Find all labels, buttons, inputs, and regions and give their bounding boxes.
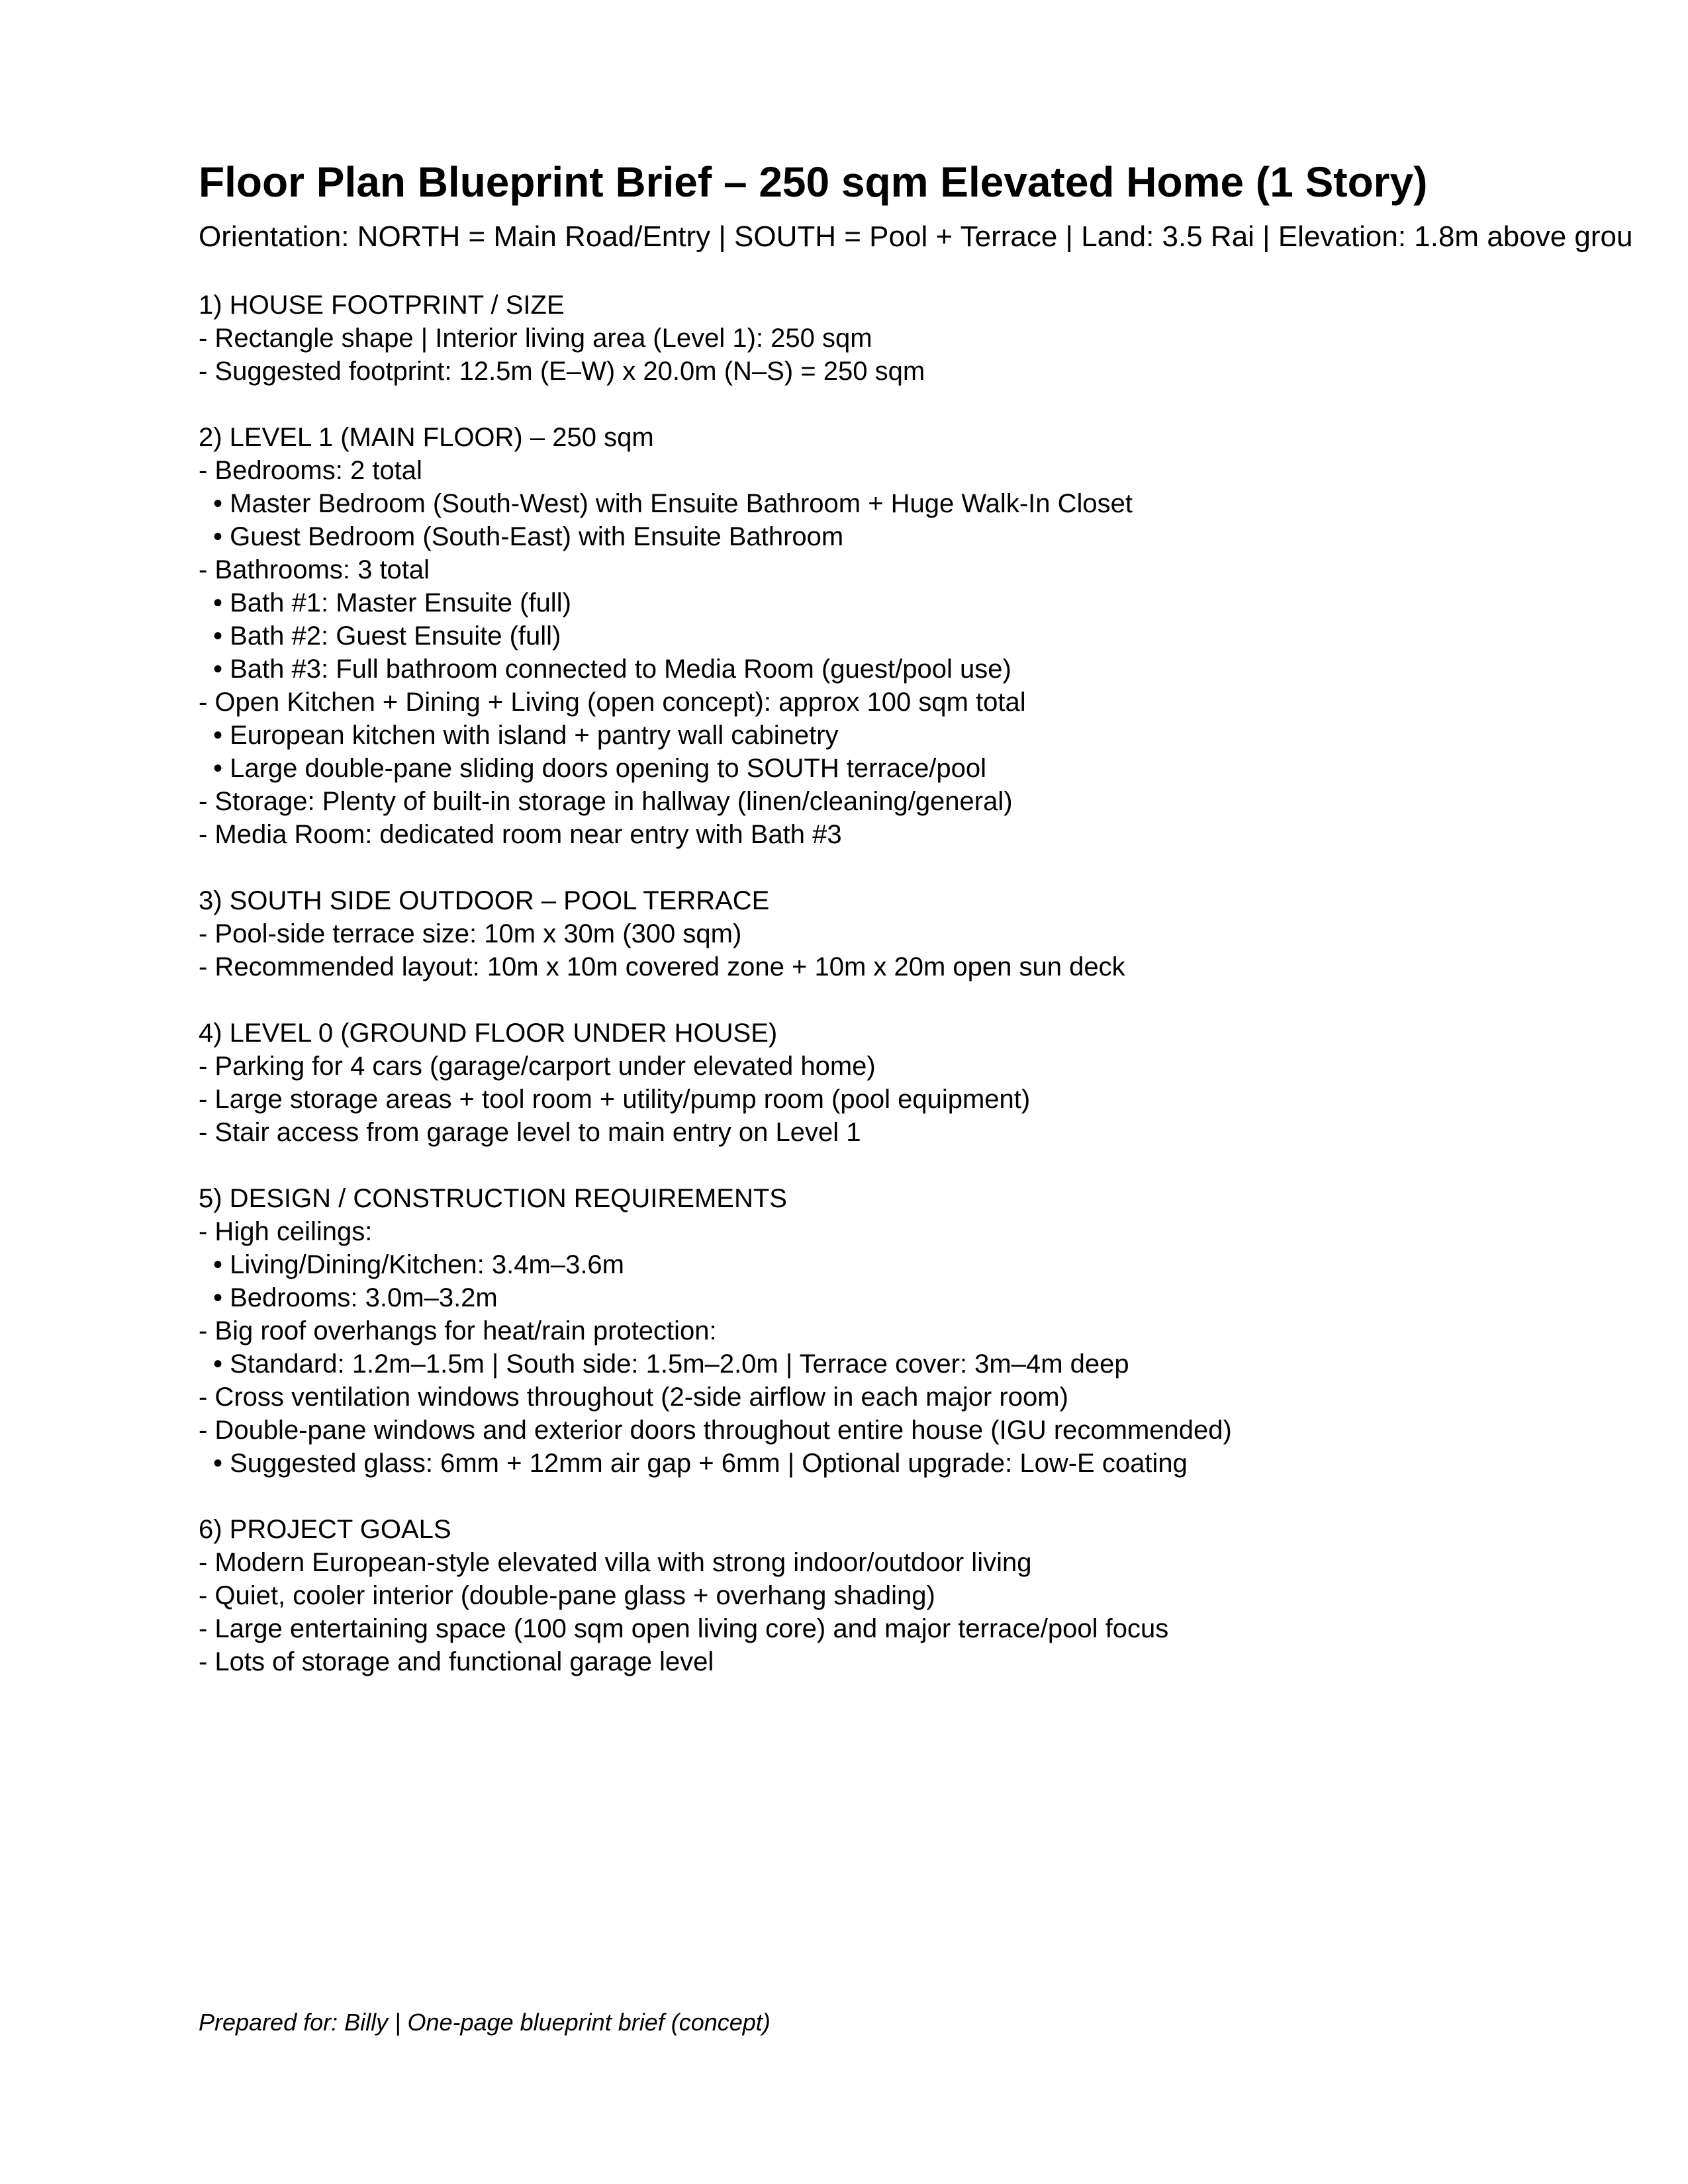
section-4	[199, 1017, 1688, 1149]
list-item: - Big roof overhangs for heat/rain protection:	[199, 1316, 717, 1345]
section-2	[199, 421, 1688, 851]
list-item: - Open Kitchen + Dining + Living (open concept): approx 100 sqm total	[199, 688, 1026, 717]
bullet-item: • Guest Bedroom (South-East) with Ensuite Bathroom	[213, 522, 844, 551]
section-heading: 3) SOUTH SIDE OUTDOOR – POOL TERRACE	[199, 886, 770, 915]
list-item: - Storage: Plenty of built-in storage in hallway (linen/cleaning/general)	[199, 787, 1013, 816]
section-6	[199, 1513, 1688, 1678]
section-1	[199, 289, 1688, 388]
list-item: - High ceilings:	[199, 1217, 373, 1246]
list-item: - Bedrooms: 2 total	[199, 456, 422, 485]
bullet-item: • Living/Dining/Kitchen: 3.4m–3.6m	[213, 1250, 624, 1279]
list-item: - Recommended layout: 10m x 10m covered zone + 10m x 20m open sun deck	[199, 952, 1125, 981]
list-item: - Pool-side terrace size: 10m x 30m (300 sqm)	[199, 919, 742, 948]
list-item: - Lots of storage and functional garage level	[199, 1647, 714, 1676]
list-item: - Large storage areas + tool room + utility/pump room (pool equipment)	[199, 1085, 1031, 1114]
list-item: - Cross ventilation windows throughout (2-side airflow in each major room)	[199, 1383, 1068, 1412]
orientation-line: Orientation: NORTH = Main Road/Entry | SOUTH = Pool + Terrace | Land: 3.5 Rai | Elevation: 1.8m above grou	[199, 220, 1633, 253]
list-item: - Quiet, cooler interior (double-pane glass + overhang shading)	[199, 1581, 935, 1610]
document-title: Floor Plan Blueprint Brief – 250 sqm Elevated Home (1 Story)	[199, 158, 1428, 206]
section-heading: 4) LEVEL 0 (GROUND FLOOR UNDER HOUSE)	[199, 1019, 778, 1048]
list-item: - Parking for 4 cars (garage/carport under elevated home)	[199, 1052, 876, 1081]
bullet-item: • Bath #2: Guest Ensuite (full)	[213, 621, 561, 651]
list-item: - Stair access from garage level to main entry on Level 1	[199, 1118, 861, 1147]
bullet-item: • Large double-pane sliding doors opening to SOUTH terrace/pool	[213, 754, 987, 783]
list-item: - Large entertaining space (100 sqm open living core) and major terrace/pool focus	[199, 1614, 1169, 1643]
section-3	[199, 884, 1688, 983]
list-item: - Bathrooms: 3 total	[199, 555, 430, 584]
bullet-item: • Bath #3: Full bathroom connected to Media Room (guest/pool use)	[213, 655, 1011, 684]
bullet-item: • Bedrooms: 3.0m–3.2m	[213, 1283, 498, 1312]
section-5	[199, 1182, 1688, 1480]
bullet-item: • Master Bedroom (South-West) with Ensuite Bathroom + Huge Walk-In Closet	[213, 489, 1133, 518]
footer-note: Prepared for: Billy | One-page blueprint brief (concept)	[199, 2009, 771, 2036]
bullet-item: • European kitchen with island + pantry wall cabinetry	[213, 721, 839, 750]
document-body	[199, 289, 1688, 1711]
bullet-item: • Standard: 1.2m–1.5m | South side: 1.5m–2.0m | Terrace cover: 3m–4m deep	[213, 1349, 1129, 1379]
list-item: - Rectangle shape | Interior living area (Level 1): 250 sqm	[199, 324, 872, 353]
list-item: - Suggested footprint: 12.5m (E–W) x 20.0m (N–S) = 250 sqm	[199, 357, 925, 386]
section-heading: 1) HOUSE FOOTPRINT / SIZE	[199, 291, 565, 320]
bullet-item: • Suggested glass: 6mm + 12mm air gap + 6mm | Optional upgrade: Low-E coating	[213, 1449, 1188, 1478]
section-heading: 2) LEVEL 1 (MAIN FLOOR) – 250 sqm	[199, 423, 654, 452]
bullet-item: • Bath #1: Master Ensuite (full)	[213, 588, 571, 617]
list-item: - Modern European-style elevated villa with strong indoor/outdoor living	[199, 1548, 1032, 1577]
section-heading: 6) PROJECT GOALS	[199, 1515, 451, 1544]
section-heading: 5) DESIGN / CONSTRUCTION REQUIREMENTS	[199, 1184, 787, 1213]
list-item: - Double-pane windows and exterior doors throughout entire house (IGU recommended)	[199, 1416, 1232, 1445]
list-item: - Media Room: dedicated room near entry with Bath #3	[199, 820, 842, 849]
